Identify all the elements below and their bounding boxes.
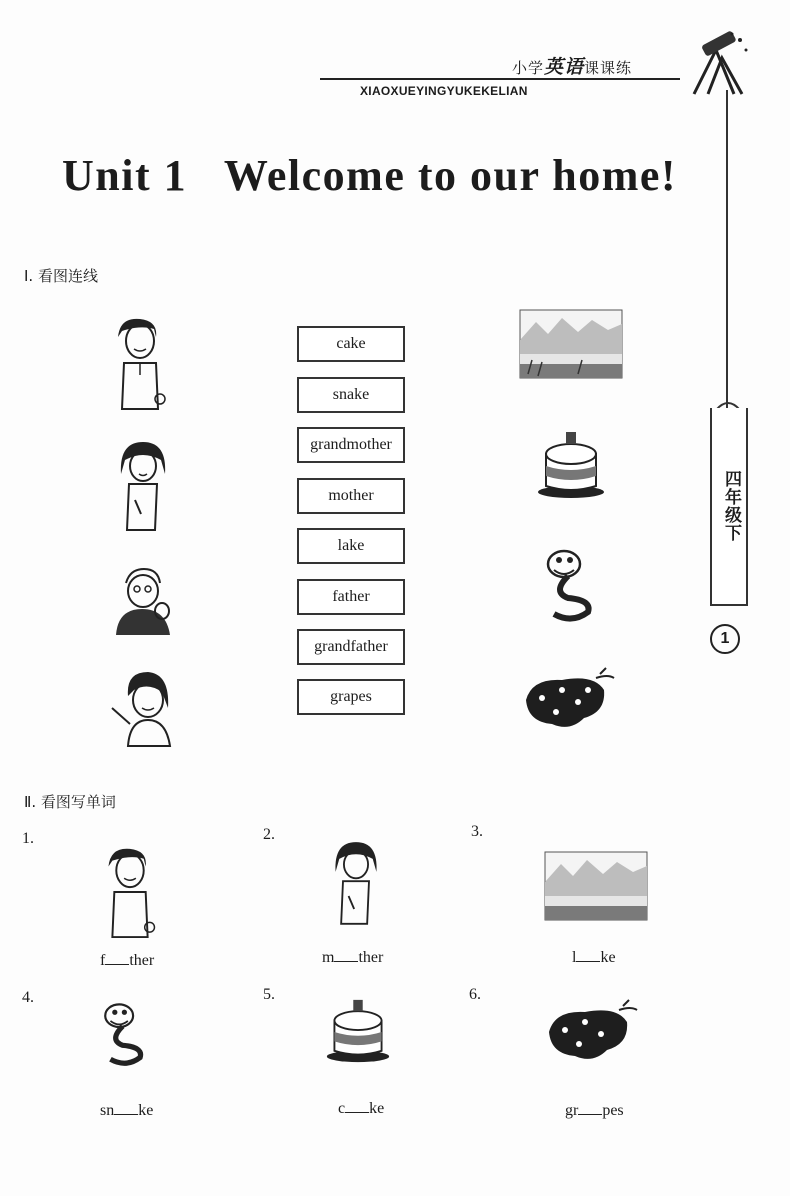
series-cn-pre: 小学 xyxy=(512,59,545,77)
fill-5-blank[interactable] xyxy=(345,1100,369,1113)
fill-6-blank[interactable] xyxy=(578,1102,602,1115)
section-1-heading: Ⅰ. 看图连线 xyxy=(24,267,98,285)
word-box-snake[interactable]: snake xyxy=(297,377,405,413)
fill-1-suffix: ther xyxy=(129,952,155,969)
word-box-grapes[interactable]: grapes xyxy=(297,679,405,715)
fill-6-suffix: pes xyxy=(602,1102,624,1119)
fill-word-6 xyxy=(565,1102,624,1120)
fill-5-suffix: ke xyxy=(369,1100,385,1117)
item-3-number: 3. xyxy=(471,823,483,840)
word-box-father[interactable]: father xyxy=(297,579,405,615)
fill-1-blank[interactable] xyxy=(105,952,129,965)
fill-2-blank[interactable] xyxy=(334,949,358,962)
fill-5-prefix: c xyxy=(338,1100,346,1117)
fill-word-5 xyxy=(338,1100,384,1118)
word-box-lake[interactable]: lake xyxy=(297,528,405,564)
grandmother-icon xyxy=(108,668,180,748)
fill-word-2 xyxy=(322,949,383,967)
fill-2-prefix: m xyxy=(322,949,335,966)
section-2-heading: Ⅱ. 看图写单词 xyxy=(24,793,116,811)
word-box-grandfather[interactable]: grandfather xyxy=(297,629,405,665)
series-title-pinyin: XIAOXUEYINGYUKEKELIAN xyxy=(360,84,528,98)
boy-icon xyxy=(110,315,170,411)
snake-icon xyxy=(100,998,154,1070)
fill-4-blank[interactable] xyxy=(114,1102,138,1115)
snake-icon xyxy=(542,548,604,622)
item-2-number: 2. xyxy=(263,826,275,843)
header-rule xyxy=(320,78,680,80)
grapes-icon xyxy=(522,668,618,732)
side-rule xyxy=(726,90,728,410)
series-cn-post: 课课练 xyxy=(584,59,633,77)
lake-scene-icon xyxy=(543,850,649,922)
fill-6-prefix: gr xyxy=(565,1102,579,1119)
lake-scene-icon xyxy=(518,308,624,380)
fill-3-prefix: l xyxy=(572,949,577,966)
series-title-cn xyxy=(512,52,632,79)
unit-title: Unit 1 Welcome to our home! xyxy=(62,151,678,200)
fill-3-suffix: ke xyxy=(600,949,616,966)
girl-icon xyxy=(330,836,382,930)
fill-2-suffix: ther xyxy=(358,949,384,966)
fill-4-prefix: sn xyxy=(100,1102,115,1119)
fill-word-1 xyxy=(100,952,154,970)
boy-icon xyxy=(100,845,160,939)
girl-icon xyxy=(115,440,171,532)
item-6-number: 6. xyxy=(469,986,481,1003)
item-4-number: 4. xyxy=(22,989,34,1006)
grandfather-icon xyxy=(112,565,178,637)
series-cn-emphasis: 英语 xyxy=(544,56,585,78)
word-box-cake[interactable]: cake xyxy=(297,326,405,362)
fill-word-4 xyxy=(100,1102,153,1120)
fill-4-suffix: ke xyxy=(138,1102,154,1119)
fill-1-prefix: f xyxy=(100,952,106,969)
word-box-grandmother[interactable]: grandmother xyxy=(297,427,405,463)
grade-label: 四年级下 xyxy=(721,470,741,542)
item-5-number: 5. xyxy=(263,986,275,1003)
fill-word-3 xyxy=(572,949,616,967)
grapes-icon xyxy=(545,1000,641,1064)
telescope-logo-icon xyxy=(688,28,760,100)
cake-icon xyxy=(325,996,391,1066)
fill-3-blank[interactable] xyxy=(576,949,600,962)
cake-icon xyxy=(536,430,606,500)
item-1-number: 1. xyxy=(22,830,34,847)
word-box-mother[interactable]: mother xyxy=(297,478,405,514)
page-number: 1 xyxy=(710,624,740,654)
